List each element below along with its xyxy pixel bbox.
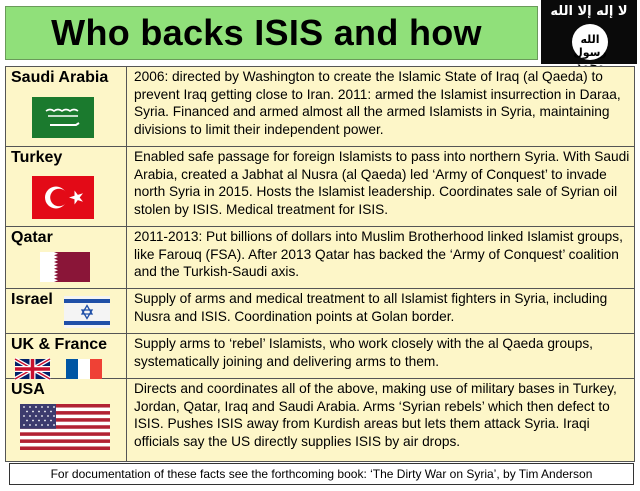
- table-row-israel: [6, 289, 634, 334]
- saudi-flag-icon: [32, 97, 94, 138]
- country-name: USA: [11, 381, 45, 398]
- country-cell: [6, 334, 127, 378]
- footer-text: For documentation of these facts see the forthcoming book: ‘The Dirty War on Syria’, by Tim Anderson: [50, 467, 593, 481]
- turkey-flag-icon: [32, 176, 94, 219]
- isis-flag-seal: [572, 24, 608, 60]
- row-description: Enabled safe passage for foreign Islamists to pass into northern Syria. With Saudi Arabia, created a Jabhat al Nusra (al Qaeda) led ‘Army of Conquest’ to invade north Syria in 2015. Hosts the Islamist leadership. Coordinates sale of Syrian oil stolen by ISIS. Medical treatment for ISIS.: [134, 149, 630, 217]
- israel-flag-icon: [64, 296, 110, 328]
- isis-flag-image: [541, 0, 637, 64]
- country-cell: [6, 67, 127, 146]
- country-name: Turkey: [11, 149, 63, 166]
- isis-flag-text: لا إله إلا الله: [550, 4, 628, 19]
- table-row-usa: [6, 379, 634, 461]
- country-cell: [6, 227, 127, 288]
- table-row-turkey: [6, 147, 634, 227]
- country-cell: [6, 147, 127, 226]
- footer-note: [9, 463, 634, 485]
- title-banner: [5, 6, 538, 60]
- country-cell: [6, 289, 127, 333]
- table-row-qatar: [6, 227, 634, 289]
- row-description: 2006: directed by Washington to create the Islamic State of Iraq (al Qaeda) to prevent Iraq getting close to Iran. 2011: armed the Islamist insurrection in Daraa, Syria. Financed and armed almost all the armed Islamists in Syria, maintaining divisions to limit their independent power.: [134, 69, 621, 137]
- country-name: Saudi Arabia: [11, 69, 109, 86]
- country-name: Qatar: [11, 229, 53, 246]
- table-row-saudi-arabia: [6, 67, 634, 147]
- country-cell: [6, 379, 127, 461]
- country-name: UK & France: [11, 336, 108, 353]
- france-flag-icon: [66, 359, 102, 379]
- page-title: Who backs ISIS and how: [51, 12, 482, 53]
- qatar-flag-icon: [40, 252, 90, 282]
- isis-seal-text: الله رسول: [573, 33, 607, 59]
- country-name: Israel: [11, 291, 53, 308]
- uk-flag-icon: [15, 359, 50, 379]
- backers-table: [5, 66, 635, 462]
- row-description: 2011-2013: Put billions of dollars into Muslim Brotherhood linked Islamist groups, like Farouq (FSA). After 2013 Qatar has backed the ‘Army of Conquest’ coalition and the Turkish-Saudi axis.: [134, 229, 623, 279]
- usa-flag-icon: [20, 404, 110, 450]
- row-description: Directs and coordinates all of the above, making use of military bases in Turkey, Jordan, Qatar, Iraq and Saudi Arabia. Arms ‘Syrian rebels’ which then defect to ISIS. Pushes ISIS away from Kurdish areas but lets them attack Syria. Iraqi officials say the US directly supplies ISIS by air drops.: [134, 381, 617, 449]
- row-description: Supply arms to ‘rebel’ Islamists, who work closely with the al Qaeda groups, systematically joining and delivering arms to them.: [134, 336, 593, 369]
- table-row-uk-france: [6, 334, 634, 379]
- row-description: Supply of arms and medical treatment to all Islamist fighters in Syria, including Nusra and ISIS. Coordination points at Golan border.: [134, 291, 608, 324]
